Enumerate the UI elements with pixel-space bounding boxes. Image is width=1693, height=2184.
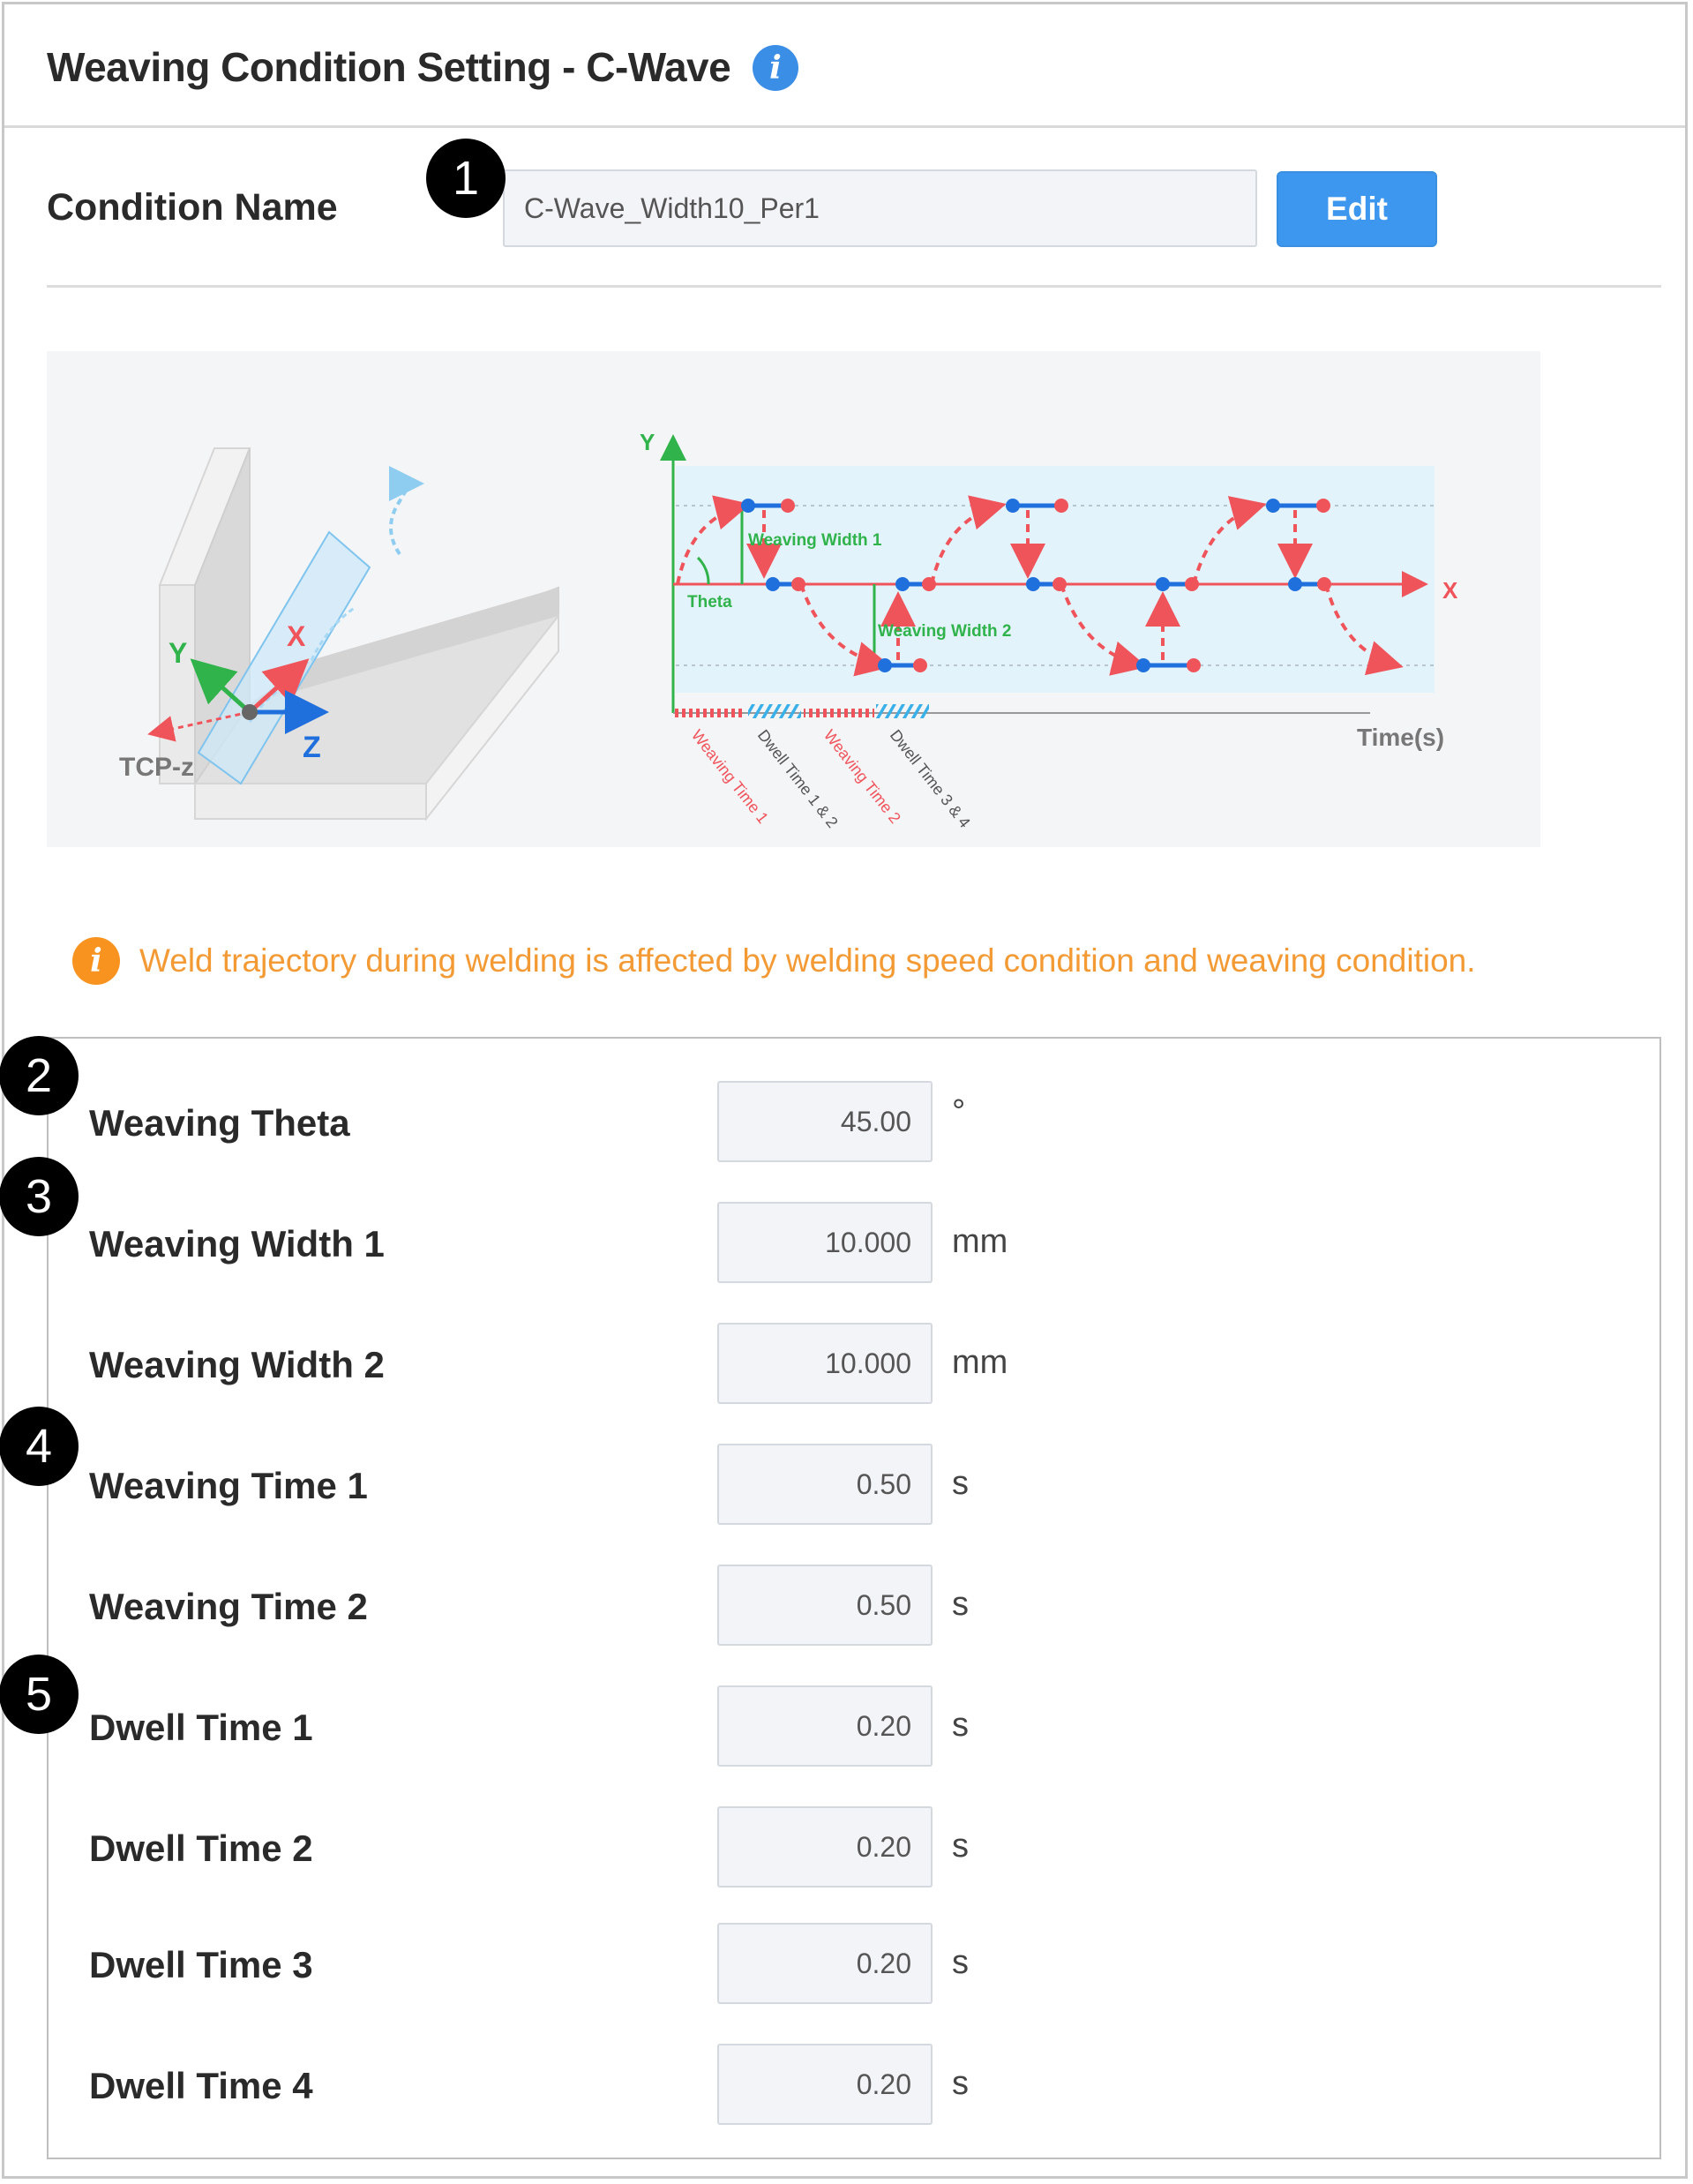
param-label: Weaving Width 1 — [89, 1223, 385, 1265]
param-unit: s — [952, 1586, 969, 1623]
graph-x-label: X — [1442, 577, 1458, 604]
param-row-dwell-time-1 — [49, 1685, 1659, 1767]
dwell-time-1-input[interactable]: 0.20 — [717, 1685, 933, 1767]
notice-banner — [72, 936, 1476, 986]
dwell-time34-label: Dwell Time 3 & 4 — [886, 726, 974, 831]
param-row-dwell-time-4 — [49, 2044, 1659, 2125]
dwell-time12-label: Dwell Time 1 & 2 — [753, 726, 842, 831]
info-icon[interactable]: i — [753, 45, 798, 91]
callout-marker-3: 3 — [0, 1157, 79, 1236]
tcp-label: TCP-z — [119, 753, 194, 782]
weaving-width-1-input[interactable]: 10.000 — [717, 1202, 933, 1283]
width1-label: Weaving Width 1 — [748, 531, 882, 550]
divider — [47, 285, 1661, 288]
callout-marker-5: 5 — [0, 1655, 79, 1734]
param-label: Dwell Time 1 — [89, 1707, 313, 1748]
warning-info-icon: i — [72, 937, 120, 985]
weaving-time-1-input[interactable]: 0.50 — [717, 1444, 933, 1525]
theta-label: Theta — [687, 593, 732, 612]
notice-text: Weld trajectory during welding is affected by welding speed condition and weaving condition. — [139, 942, 1476, 979]
param-row-dwell-time-3 — [49, 1923, 1659, 2004]
weaving-theta-input[interactable]: 45.00 — [717, 1081, 933, 1162]
param-unit: s — [952, 1944, 969, 1981]
param-label: Weaving Width 2 — [89, 1344, 385, 1385]
panel-header — [4, 4, 1685, 128]
tcp-y-label: Y — [169, 637, 188, 669]
weaving-graph — [673, 439, 1435, 718]
callout-marker-1: 1 — [426, 139, 506, 218]
condition-name-label: Condition Name — [47, 186, 338, 229]
param-label: Dwell Time 4 — [89, 2065, 313, 2106]
width2-label: Weaving Width 2 — [878, 622, 1012, 641]
weaving-time-2-input[interactable]: 0.50 — [717, 1565, 933, 1646]
fillet-joint-illustration — [153, 439, 558, 819]
graph-y-label: Y — [640, 429, 655, 455]
callout-marker-4: 4 — [0, 1407, 79, 1486]
param-unit: s — [952, 2065, 969, 2102]
param-unit: s — [952, 1465, 969, 1502]
dwell-time-2-input[interactable]: 0.20 — [717, 1806, 933, 1888]
condition-name-field[interactable]: C-Wave_Width10_Per1 — [503, 169, 1257, 247]
param-unit: mm — [952, 1223, 1008, 1260]
time-axis-label: Time(s) — [1357, 724, 1445, 751]
param-label: Weaving Time 1 — [89, 1465, 368, 1506]
param-row-weaving-time-1 — [49, 1444, 1659, 1525]
param-row-weaving-time-2 — [49, 1565, 1659, 1646]
param-label: Dwell Time 3 — [89, 1944, 313, 1985]
weaving-time1-label: Weaving Time 1 — [687, 726, 772, 827]
param-row-dwell-time-2 — [49, 1806, 1659, 1888]
page-title: Weaving Condition Setting - C-Wave — [47, 44, 731, 90]
tcp-x-label: X — [287, 620, 306, 652]
dwell-time-3-input[interactable]: 0.20 — [717, 1923, 933, 2004]
param-unit: mm — [952, 1344, 1008, 1381]
param-label: Weaving Theta — [89, 1102, 350, 1144]
param-row-weaving-width-2 — [49, 1323, 1659, 1404]
weaving-diagram — [47, 351, 1540, 847]
weaving-width-2-input[interactable]: 10.000 — [717, 1323, 933, 1404]
dwell-time-4-input[interactable]: 0.20 — [717, 2044, 933, 2125]
param-row-weaving-width-1 — [49, 1202, 1659, 1283]
weaving-time2-label: Weaving Time 2 — [820, 726, 904, 827]
edit-button[interactable]: Edit — [1277, 171, 1437, 247]
param-unit: ° — [952, 1093, 966, 1130]
weaving-condition-panel — [2, 2, 1688, 2179]
param-row-weaving-theta — [49, 1081, 1659, 1162]
tcp-z-label: Z — [303, 731, 321, 764]
param-unit: s — [952, 1828, 969, 1865]
param-label: Dwell Time 2 — [89, 1828, 313, 1869]
parameter-table — [47, 1037, 1661, 2159]
param-unit: s — [952, 1707, 969, 1744]
callout-marker-2: 2 — [0, 1036, 79, 1115]
param-label: Weaving Time 2 — [89, 1586, 368, 1627]
